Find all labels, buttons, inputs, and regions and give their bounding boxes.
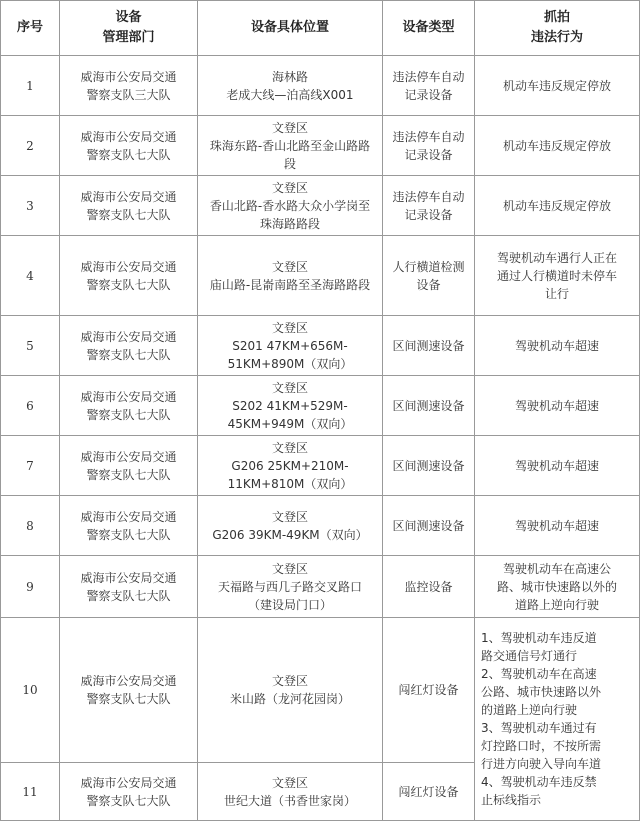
table-row	[1, 236, 640, 316]
row-dept: 威海市公安局交通 警察支队七大队	[60, 316, 198, 376]
row-type: 违法停车自动 记录设备	[383, 176, 475, 236]
row-type: 区间测速设备	[383, 496, 475, 556]
row-type: 违法停车自动 记录设备	[383, 56, 475, 116]
row-behavior: 驾驶机动车遇行人正在 通过人行横道时未停车 让行	[475, 236, 640, 316]
row-location: 文登区 世纪大道（书香世家岗）	[198, 763, 383, 821]
header-row	[1, 1, 640, 56]
row-location: 文登区 庙山路-昆嵛南路至圣海路路段	[198, 236, 383, 316]
table-row	[1, 436, 640, 496]
row-seq: 9	[1, 556, 60, 618]
row-behavior: 机动车违反规定停放	[475, 56, 640, 116]
row-type: 区间测速设备	[383, 436, 475, 496]
row-dept: 威海市公安局交通 警察支队七大队	[60, 236, 198, 316]
row-location: 文登区 S202 41KM+529M- 45KM+949M（双向）	[198, 376, 383, 436]
row-behavior: 驾驶机动车超速	[475, 436, 640, 496]
row-type: 监控设备	[383, 556, 475, 618]
row-dept: 威海市公安局交通 警察支队三大队	[60, 56, 198, 116]
row-location: 文登区 香山北路-香水路大众小学岗至 珠海路路段	[198, 176, 383, 236]
merged-behavior-cell: 1、驾驶机动车违反道 路交通信号灯通行 2、驾驶机动车在高速 公路、城市快速路以外 的道路上逆向行驶 3、驾驶机动车通过有 灯控路口时，不按所需 行进方向驶入导向车道 4、驾驶机动车违反禁 止标线指示	[475, 618, 640, 821]
row-dept: 威海市公安局交通 警察支队七大队	[60, 763, 198, 821]
row-behavior: 驾驶机动车超速	[475, 316, 640, 376]
row-dept: 威海市公安局交通 警察支队七大队	[60, 618, 198, 763]
row-dept: 威海市公安局交通 警察支队七大队	[60, 436, 198, 496]
row-seq: 3	[1, 176, 60, 236]
row-dept: 威海市公安局交通 警察支队七大队	[60, 116, 198, 176]
row-dept: 威海市公安局交通 警察支队七大队	[60, 376, 198, 436]
row-seq: 4	[1, 236, 60, 316]
row-type: 区间测速设备	[383, 376, 475, 436]
header-type: 设备类型	[383, 1, 475, 56]
row-behavior: 机动车违反规定停放	[475, 116, 640, 176]
header-dept: 设备 管理部门	[60, 1, 198, 56]
row-dept: 威海市公安局交通 警察支队七大队	[60, 556, 198, 618]
row-location: 文登区 S201 47KM+656M- 51KM+890M（双向）	[198, 316, 383, 376]
table-row	[1, 376, 640, 436]
row-seq: 2	[1, 116, 60, 176]
row-behavior: 驾驶机动车超速	[475, 376, 640, 436]
table-row	[1, 316, 640, 376]
row-behavior: 机动车违反规定停放	[475, 176, 640, 236]
row-seq: 11	[1, 763, 60, 821]
row-location: 文登区 G206 25KM+210M- 11KM+810M（双向）	[198, 436, 383, 496]
row-location: 海林路 老成大线—泊高线X001	[198, 56, 383, 116]
row-seq: 5	[1, 316, 60, 376]
row-behavior: 驾驶机动车在高速公 路、城市快速路以外的 道路上逆向行驶	[475, 556, 640, 618]
row-seq: 1	[1, 56, 60, 116]
header-location: 设备具体位置	[198, 1, 383, 56]
row-location: 文登区 米山路（龙河花园岗）	[198, 618, 383, 763]
row-dept: 威海市公安局交通 警察支队七大队	[60, 496, 198, 556]
row-behavior: 驾驶机动车超速	[475, 496, 640, 556]
row-type: 人行横道检测 设备	[383, 236, 475, 316]
table-row	[1, 176, 640, 236]
row-seq: 8	[1, 496, 60, 556]
row-type: 区间测速设备	[383, 316, 475, 376]
row-location: 文登区 珠海东路-香山北路至金山路路 段	[198, 116, 383, 176]
table-row	[1, 556, 640, 618]
row-location: 文登区 天福路与西几子路交叉路口 （建设局门口）	[198, 556, 383, 618]
table-row	[1, 496, 640, 556]
row-type: 闯红灯设备	[383, 618, 475, 763]
row-seq: 10	[1, 618, 60, 763]
row-type: 违法停车自动 记录设备	[383, 116, 475, 176]
row-location: 文登区 G206 39KM-49KM（双向）	[198, 496, 383, 556]
row-dept: 威海市公安局交通 警察支队七大队	[60, 176, 198, 236]
table-row	[1, 116, 640, 176]
header-behavior: 抓拍 违法行为	[475, 1, 640, 56]
row-seq: 7	[1, 436, 60, 496]
header-seq: 序号	[1, 1, 60, 56]
table-row	[1, 618, 640, 763]
row-type: 闯红灯设备	[383, 763, 475, 821]
table-row	[1, 56, 640, 116]
row-seq: 6	[1, 376, 60, 436]
